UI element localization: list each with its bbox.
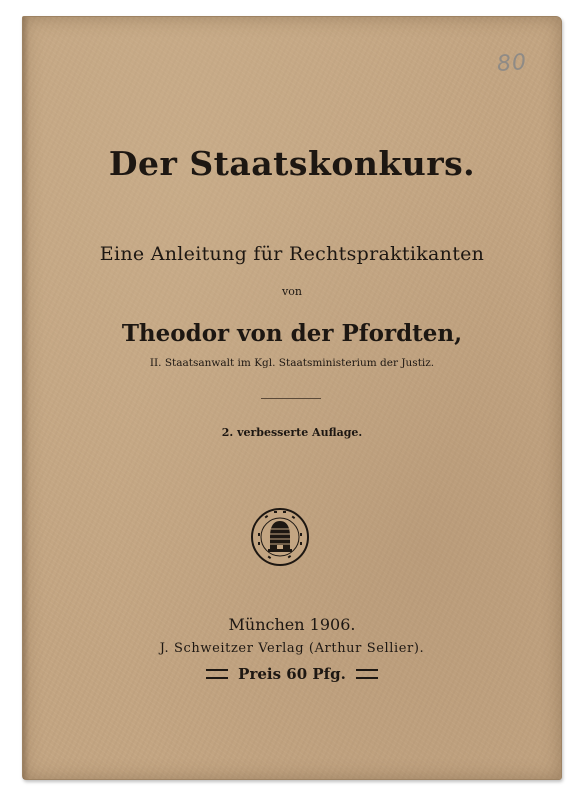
beehive-publisher-seal-icon	[250, 507, 310, 567]
pencil-annotation: 80	[496, 49, 528, 78]
divider-rule	[261, 398, 321, 399]
price-ornament-left	[206, 669, 228, 679]
publisher-line: J. Schweitzer Verlag (Arthur Sellier).	[159, 641, 425, 656]
price-line	[23, 665, 561, 683]
by-line: von	[282, 285, 302, 298]
author-position: II. Staatsanwalt im Kgl. Staatsministerium der Justiz.	[149, 357, 435, 369]
edition-note: 2. verbesserte Auflage.	[221, 426, 363, 439]
author-name: Theodor von der Pfordten,	[121, 320, 463, 347]
price-text: Preis 60 Pfg.	[238, 665, 346, 683]
book-cover	[22, 16, 562, 780]
book-title: Der Staatskonkurs.	[108, 144, 476, 183]
place-and-year: München 1906.	[228, 615, 356, 634]
price-ornament-right	[356, 669, 378, 679]
book-subtitle: Eine Anleitung für Rechtspraktikanten	[99, 243, 485, 265]
